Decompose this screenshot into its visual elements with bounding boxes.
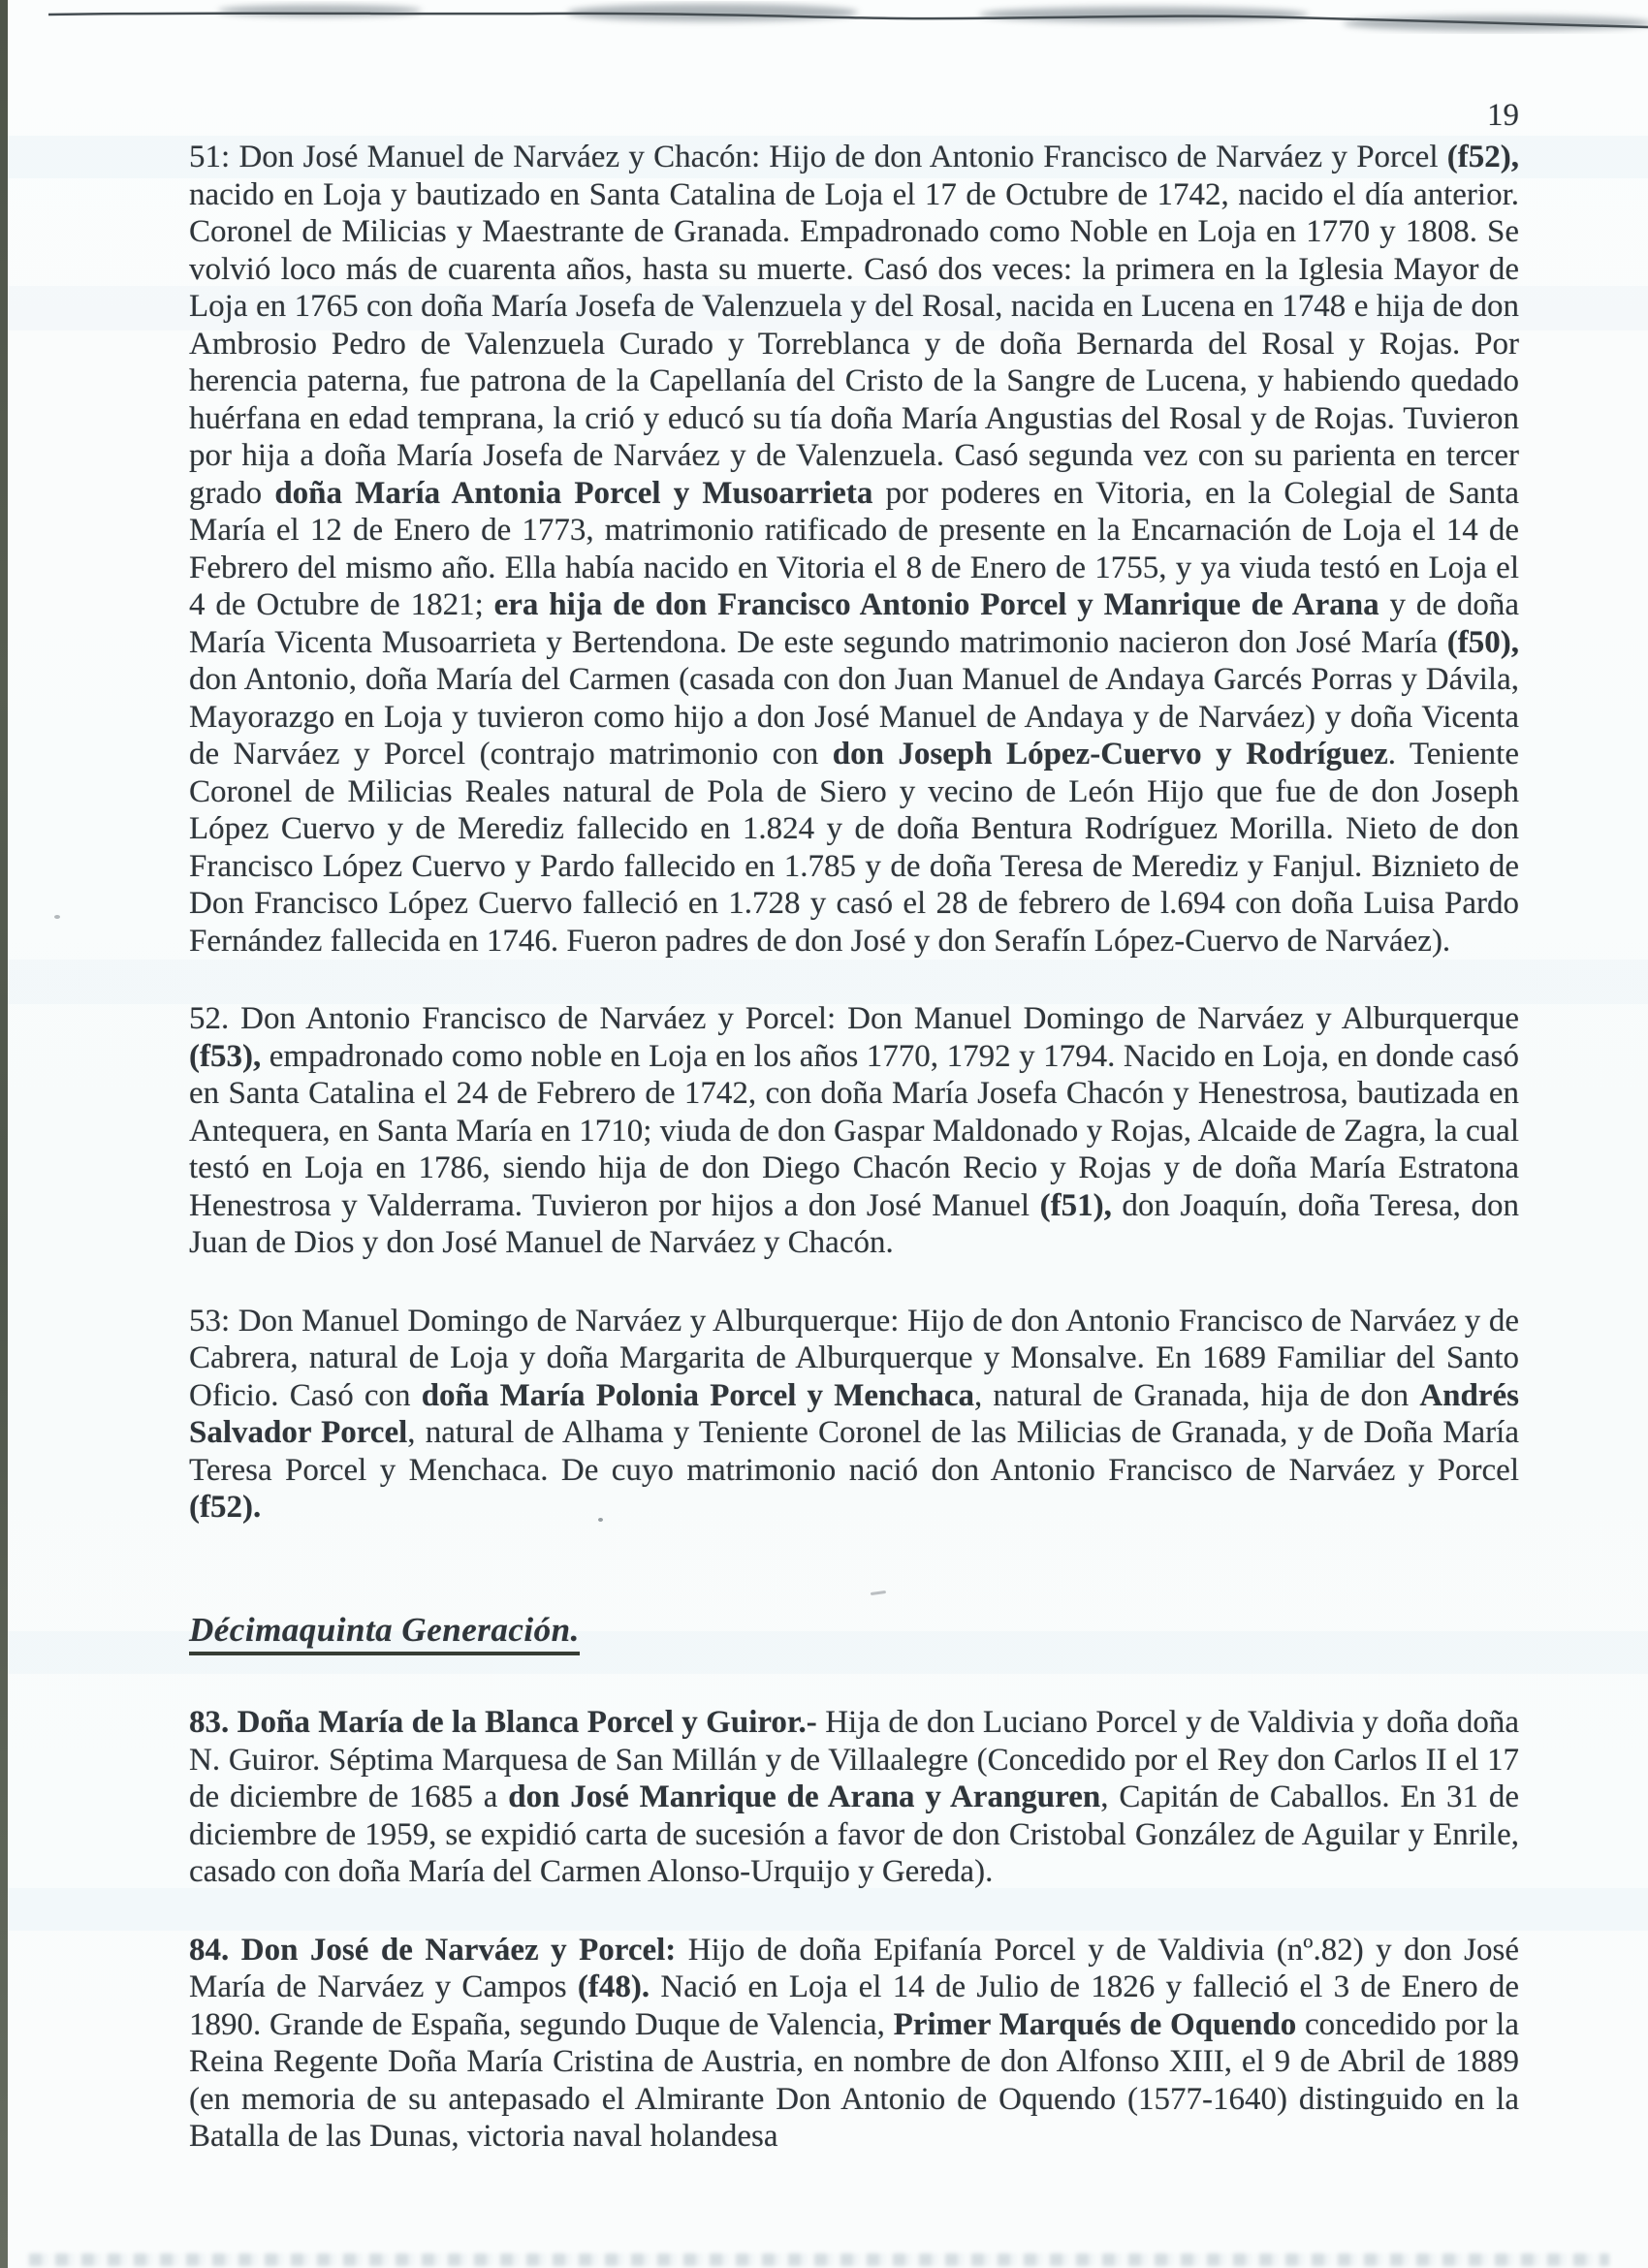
scan-edge-left <box>0 0 8 2268</box>
entry-52-paragraph: 52. Don Antonio Francisco de Narváez y Porcel: Don Manuel Domingo de Narváez y Alburquerque (f53), empadronado como noble en Loja en los años 1770, 1792 y 1794. Nacido en Loja, en donde casó en Santa Catalina el 24 de Febrero de 1742, con doña María Josefa Chacón y Henestrosa, bautizada en Antequera, en Santa María en 1710; viuda de don Gaspar Maldonado y Rojas, Alcaide de Zagra, la cual testó en Loja en 1786, siendo hija de don Diego Chacón Recio y Rojas y de doña María Estratona Henestrosa y Valderrama. Tuvieron por hijos a don José Manuel (f51), don Joaquín, doña Teresa, don Juan de Dios y don José Manuel de Narváez y Chacón. <box>189 1001 1519 1260</box>
scan-speckle <box>598 1518 603 1522</box>
bleed-through-text <box>29 2253 1609 2266</box>
generation-heading <box>189 1612 1519 1656</box>
entry-83-paragraph: 83. Doña María de la Blanca Porcel y Guiror.- Hija de don Luciano Porcel y de Valdivia y doña doña N. Guiror. Séptima Marquesa de San Millán y de Villaalegre (Concedido por el Rey don Carlos II el 17 de diciembre de 1685 a don José Manrique de Arana y Aranguren, Capitán de Caballos. En 31 de diciembre de 1959, se expidió carta de sucesión a favor de don Cristobal González de Aguilar y Enrile, casado con doña María del Carmen Alonso-Urquijo y Gereda). <box>189 1705 1519 1889</box>
generation-heading-text: Décimaquinta Generación. <box>189 1612 580 1656</box>
scan-edge-top <box>0 0 1648 43</box>
entry-84-paragraph: 84. Don José de Narváez y Porcel: Hijo de doña Epifanía Porcel y de Valdivia (nº.82) y don José María de Narváez y Campos (f48). Nació en Loja el 14 de Julio de 1826 y falleció el 3 de Enero de 1890. Grande de España, segundo Duque de Valencia, Primer Marqués de Oquendo concedido por la Reina Regente Doña María Cristina de Austria, en nombre de don Alfonso XIII, el 9 de Abril de 1889 (en memoria de su antepasado el Almirante Don Antonio de Oquendo (1577-1640) distinguido en la Batalla de las Dunas, victoria naval holandesa <box>189 1932 1519 2154</box>
entry-51-paragraph: 51: Don José Manuel de Narváez y Chacón: Hijo de don Antonio Francisco de Narváez y Porcel (f52), nacido en Loja y bautizado en Santa Catalina de Loja el 17 de Octubre de 1742, nacido el día anterior. Coronel de Milicias y Maestrante de Granada. Empadronado como Noble en Loja en 1770 y 1808. Se volvió loco más de cuarenta años, hasta su muerte. Casó dos veces: la primera en la Iglesia Mayor de Loja en 1765 con doña María Josefa de Valenzuela y del Rosal, nacida en Lucena en 1748 e hija de don Ambrosio Pedro de Valenzuela Curado y Torreblanca y de doña Bernarda del Rosal y Rojas. Por herencia paterna, fue patrona de la Capellanía del Cristo de la Sangre de Lucena, y habiendo quedado huérfana en edad temprana, la crió y educó su tía doña María Angustias del Rosal y de Rojas. Tuvieron por hija a doña María Josefa de Narváez y de Valenzuela. Casó segunda vez con su parienta en tercer grado doña María Antonia Porcel y Musoarrieta por poderes en Vitoria, en la Colegial de Santa María el 12 de Enero de 1773, matrimonio ratificado de presente en la Encarnación de Loja el 14 de Febrero del mismo año. Ella había nacido en Vitoria el 8 de Enero de 1755, y ya viuda testó en Loja el 4 de Octubre de 1821; era hija de don Francisco Antonio Porcel y Manrique de Arana y de doña María Vicenta Musoarrieta y Bertendona. De este segundo matrimonio nacieron don José María (f50), don Antonio, doña María del Carmen (casada con don Juan Manuel de Andaya Garcés Porras y Dávila, Mayorazgo en Loja y tuvieron como hijo a don José Manuel de Andaya y de Narváez) y doña Vicenta de Narváez y Porcel (contrajo matrimonio con don Joseph López-Cuervo y Rodríguez. Teniente Coronel de Milicias Reales natural de Pola de Siero y vecino de León Hijo que fue de don Joseph López Cuervo y de Merediz fallecido en 1.824 y de doña Bentura Rodríguez Morilla. Nieto de don Francisco López Cuervo y Pardo fallecido en 1.785 y de doña Teresa de Merediz y Fanjul. Biznieto de Don Francisco López Cuervo falleció en 1.728 y casó el 28 de febrero de l.694 con doña Luisa Pardo Fernández fallecida en 1746. Fueron padres de don José y don Serafín López-Cuervo de Narváez). <box>189 140 1519 959</box>
text-column <box>189 139 1519 2196</box>
entry-53-paragraph: 53: Don Manuel Domingo de Narváez y Alburquerque: Hijo de don Antonio Francisco de Narváez y de Cabrera, natural de Loja y doña Margarita de Alburquerque y Monsalve. En 1689 Familiar del Santo Oficio. Casó con doña María Polonia Porcel y Menchaca, natural de Granada, hija de don Andrés Salvador Porcel, natural de Alhama y Teniente Coronel de las Milicias de Granada, y de Doña María Teresa Porcel y Menchaca. De cuyo matrimonio nació don Antonio Francisco de Narváez y Porcel (f52). <box>189 1303 1520 1525</box>
scan-speckle <box>54 915 60 919</box>
page-number: 19 <box>1487 98 1519 133</box>
